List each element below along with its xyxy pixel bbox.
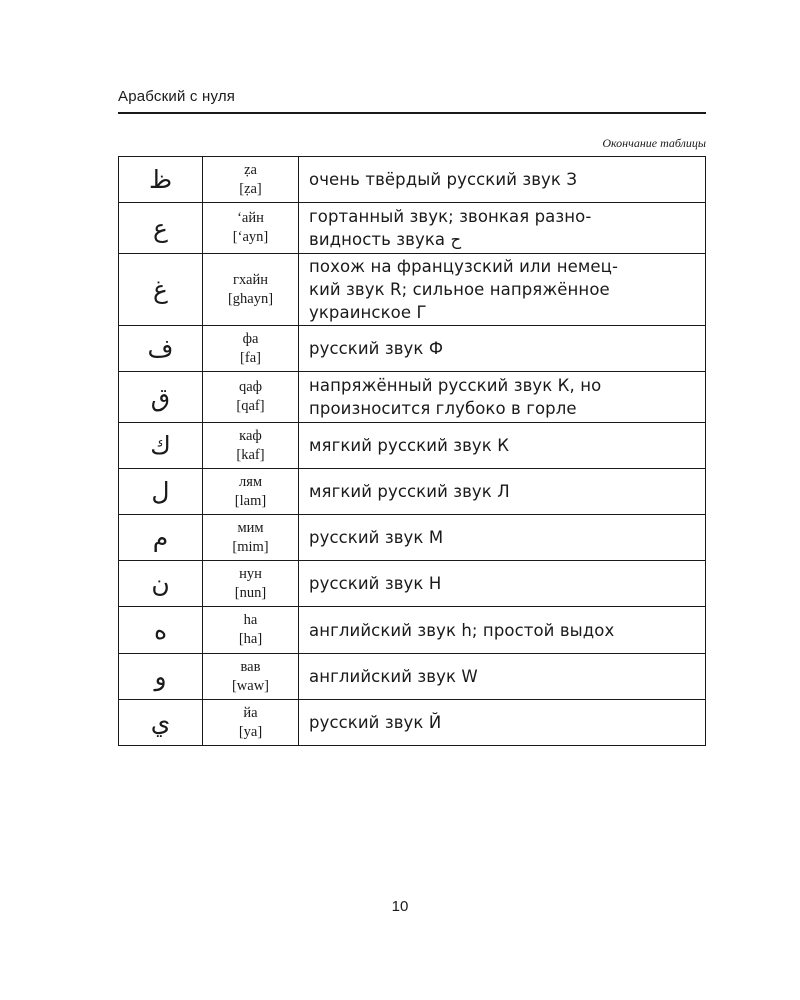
header-rule xyxy=(118,112,706,114)
letter-name: ha xyxy=(243,612,258,628)
letter-transliteration: [waw] xyxy=(231,677,270,694)
letter-name-cell xyxy=(203,561,299,607)
letter-name: ẓa xyxy=(244,161,257,178)
letter-name-cell xyxy=(203,203,299,254)
table-row xyxy=(119,326,706,372)
sound-description: английский звук h; простой выдох xyxy=(299,607,706,654)
table-row xyxy=(119,515,706,561)
arabic-letter: ه xyxy=(119,607,203,654)
letter-name: лям xyxy=(238,473,263,490)
letter-name-cell xyxy=(203,700,299,746)
letter-name-cell xyxy=(203,469,299,515)
table-row xyxy=(119,561,706,607)
table-row xyxy=(119,157,706,203)
sound-description: мягкий русский звук К xyxy=(299,423,706,469)
letter-name: ‘айн xyxy=(237,210,264,226)
letter-transliteration: [lam] xyxy=(234,492,267,509)
letter-name: вав xyxy=(240,658,261,675)
arabic-letter: ل xyxy=(119,469,203,515)
letter-transliteration: [qaf] xyxy=(236,398,265,414)
letter-name: нун xyxy=(239,565,262,582)
letter-transliteration: [ya] xyxy=(238,723,263,740)
sound-description: мягкий русский звук Л xyxy=(299,469,706,515)
letter-transliteration: [‘ayn] xyxy=(232,229,269,245)
table-row xyxy=(119,607,706,654)
arabic-letter: ي xyxy=(119,700,203,746)
arabic-letter: م xyxy=(119,515,203,561)
letter-transliteration: [ghayn] xyxy=(227,290,274,307)
alphabet-table-body xyxy=(119,157,706,746)
arabic-letter: ظ xyxy=(119,157,203,203)
letter-name-cell xyxy=(203,326,299,372)
letter-name: мим xyxy=(237,519,264,536)
letter-transliteration: [mim] xyxy=(232,538,269,555)
sound-description: гортанный звук; звонкая разно- видность звука ح xyxy=(299,203,706,254)
arabic-letter: و xyxy=(119,654,203,700)
arabic-letter: ق xyxy=(119,372,203,423)
table-row xyxy=(119,203,706,254)
letter-name-cell xyxy=(203,372,299,423)
arabic-letter: ف xyxy=(119,326,203,372)
running-title: Арабский с нуля xyxy=(118,88,236,105)
sound-description: напряжённый русский звук К, но произносится глубоко в горле xyxy=(299,372,706,423)
letter-transliteration: [fa] xyxy=(240,349,261,366)
sound-description: русский звук Ф xyxy=(299,326,706,372)
sound-description: похож на французский или немец- кий звук R; сильное напряжённое украинское Г xyxy=(299,254,706,326)
letter-name-cell xyxy=(203,654,299,700)
table-row xyxy=(119,423,706,469)
letter-name-cell xyxy=(203,515,299,561)
table-caption: Окончание таблицы xyxy=(602,136,706,150)
letter-name-cell xyxy=(203,254,299,326)
sound-description: русский звук Н xyxy=(299,561,706,607)
sound-description: русский звук Й xyxy=(299,700,706,746)
letter-name: qаф xyxy=(238,379,263,395)
sound-description: английский звук W xyxy=(299,654,706,700)
letter-name-cell xyxy=(203,607,299,654)
alphabet-table xyxy=(118,156,706,746)
letter-name-cell xyxy=(203,157,299,203)
arabic-letter: ع xyxy=(119,203,203,254)
arabic-letter: ك xyxy=(119,423,203,469)
letter-transliteration: [ẓa] xyxy=(239,180,262,197)
table-row xyxy=(119,372,706,423)
letter-transliteration: [ha] xyxy=(238,631,263,647)
table-row xyxy=(119,700,706,746)
letter-name: гхайн xyxy=(233,271,268,288)
table-row xyxy=(119,654,706,700)
sound-description: очень твёрдый русский звук З xyxy=(299,157,706,203)
letter-name-cell xyxy=(203,423,299,469)
table-row xyxy=(119,254,706,326)
letter-name: фа xyxy=(242,330,259,347)
table-row xyxy=(119,469,706,515)
arabic-letter: ن xyxy=(119,561,203,607)
page-number: 10 xyxy=(391,898,409,915)
arabic-letter: غ xyxy=(119,254,203,326)
sound-description: русский звук М xyxy=(299,515,706,561)
letter-transliteration: [nun] xyxy=(234,584,267,601)
letter-transliteration: [kaf] xyxy=(236,446,265,463)
letter-name: каф xyxy=(239,427,262,444)
letter-name: йа xyxy=(243,704,258,721)
